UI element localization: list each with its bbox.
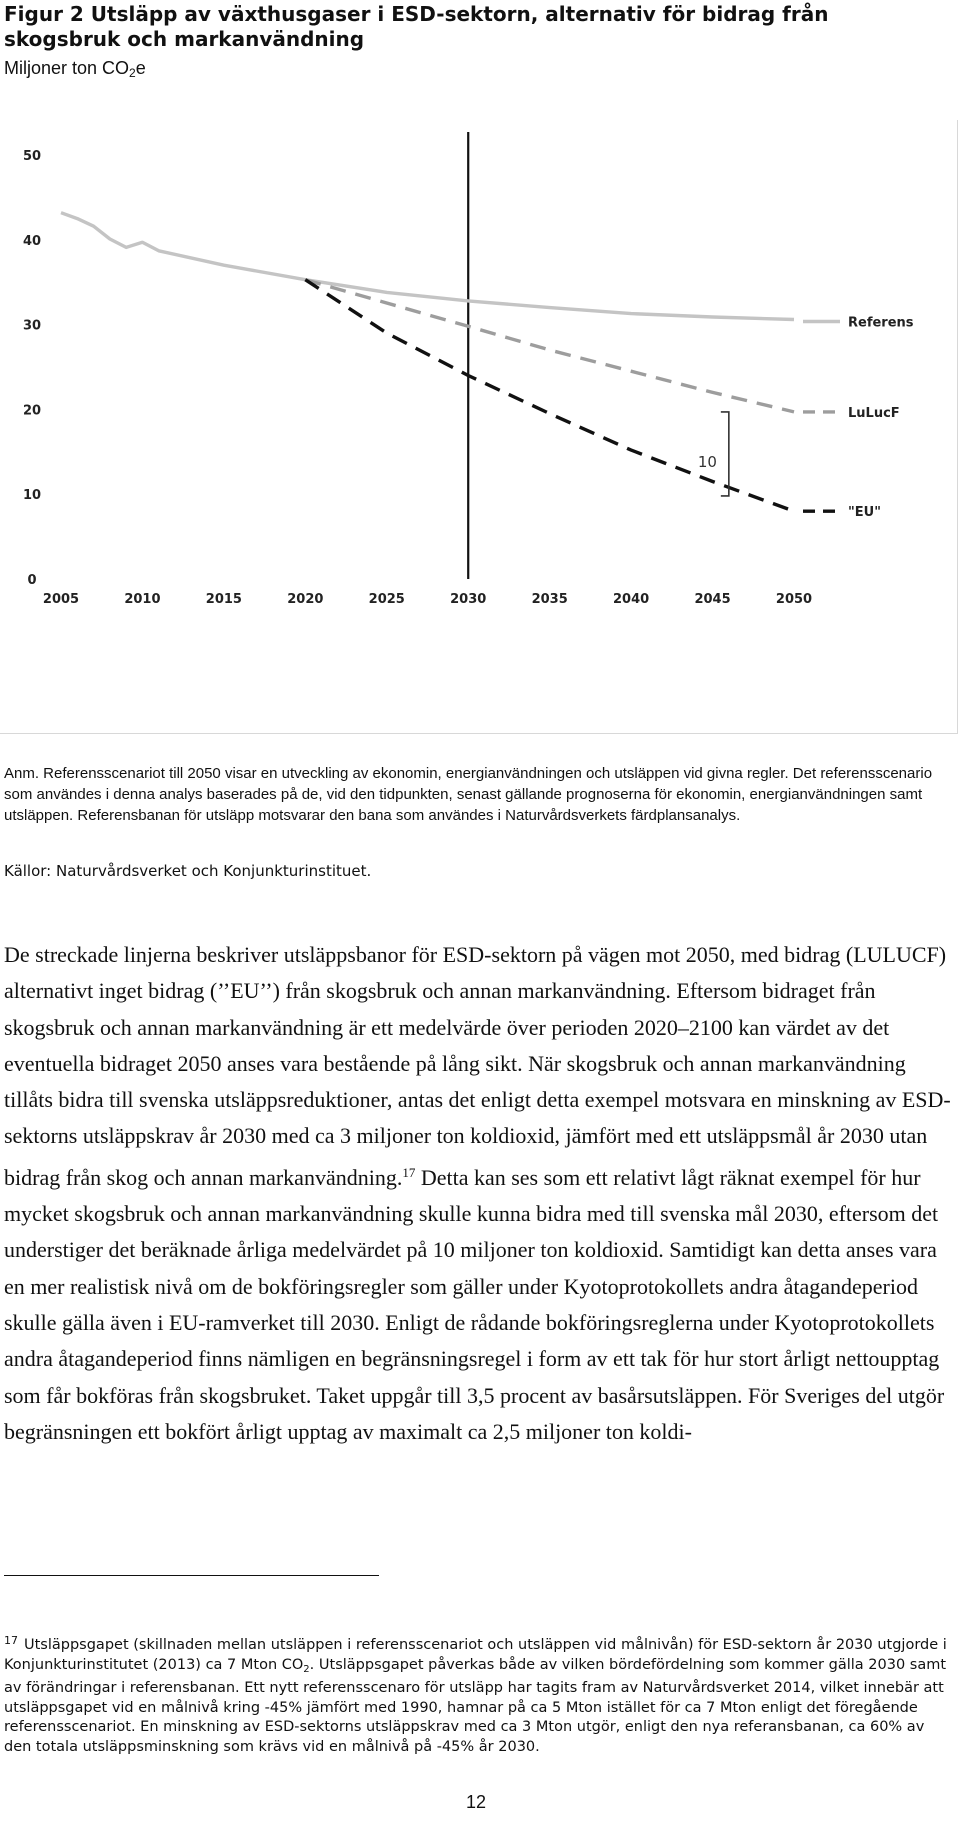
y-tick-label: 50	[22, 149, 42, 164]
x-tick-label: 2010	[124, 592, 161, 607]
annotation-label: 10	[697, 452, 717, 471]
emissions-chart	[0, 120, 958, 734]
y-tick-label: 20	[22, 403, 42, 419]
legend-label-1: LuLucF	[848, 405, 900, 421]
series-line-1	[305, 280, 794, 412]
x-tick-label: 2005	[42, 592, 80, 607]
unit-prefix: Miljoner ton CO	[4, 58, 130, 78]
x-tick-label: 2040	[613, 592, 650, 607]
y-tick-label: 0	[27, 573, 37, 588]
x-tick-label: 2015	[205, 592, 242, 607]
x-tick-label: 2050	[775, 592, 813, 607]
footnote	[4, 1631, 950, 1758]
x-tick-label: 2025	[368, 592, 405, 607]
footnote-text-part1: Utsläppsgapet (skillnaden mellan utsläppen i referensscenariot och utsläppen vid målnivån) för ESD-sektorn år 2030 utgjorde i Konjunkturinstitutet (2013) ca 7 Mton CO	[4, 1637, 947, 1673]
footnote-subscript: 2	[303, 1663, 310, 1675]
x-tick-label: 2035	[531, 592, 568, 607]
footnote-reference: 17	[402, 1164, 416, 1180]
footnote-text-part2: . Utsläppsgapet påverkas både av vilken bördefördelning som kommer gälla 2030 samt av förändringar i referensbanan. Ett nytt referensscenaro för utsläpp har tagits fram av Naturvårdsverket 2014, vilket innebär att utsläppsgapet vid en målnivå kring -45% jämfört med 1990, hamnar på ca 5 Mton istället för ca 7 Mton enligt det föregående referensscenariot. En minskning av ESD-sektorns utsläppskrav med ca 3 Mton utgör, enligt den nya referansbanan, ca 60% av den totala utsläppsminskning som krävs vid en målnivå på -45% år 2030.	[4, 1656, 947, 1755]
body-text-part1: De streckade linjerna beskriver utsläppsbanor för ESD-sektorn på vägen mot 2050, med bidrag (LULUCF) alternativt inget bidrag (’’EU’’) från skogsbruk och annan markanvändning. Eftersom bidraget från skogsbruk och annan markanvändning är ett medelvärde över perioden 2020–2100 kan värdet av det eventuella bidraget 2050 anses vara bestående på lång sikt. När skogsbruk och annan markanvändning tillåts bidra till svenska utsläppsreduktioner, antas det enligt detta exempel motsvara en minskning av ESD-sektorns utsläppskrav år 2030 med ca 3 miljoner ton koldioxid, jämfört med ett utsläppsmål år 2030 utan bidrag från skog och annan markanvändning.	[4, 942, 951, 1190]
chart-note: Anm. Referensscenariot till 2050 visar en utveckling av ekonomin, energianvändningen och utsläppen vid givna regler. Det referensscenario som användes i denna analys baserades på de, vid den tidpunkten, senast gällande prognoserna för ekonomin, energianvändningen samt utsläppen. Referensbanan för utsläpp motsvarar den bana som användes i Naturvårdsverkets färdplansanalys.	[4, 765, 933, 824]
footnote-number: 17	[4, 1634, 18, 1647]
chart-sources: Källor: Naturvårdsverket och Konjunkturinstituet.	[4, 862, 372, 880]
y-tick-label: 10	[22, 488, 42, 504]
body-paragraph	[4, 937, 954, 1450]
y-tick-label: 30	[22, 318, 42, 334]
unit-suffix: e	[135, 58, 146, 78]
legend-label-2: "EU"	[848, 505, 881, 521]
series-line-0	[61, 213, 794, 320]
y-tick-label: 40	[22, 233, 42, 249]
unit-subscript: 2	[129, 66, 136, 80]
x-tick-label: 2030	[450, 592, 487, 607]
footnote-divider	[4, 1575, 379, 1576]
body-text-part2: Detta kan ses som ett relativt lågt räknat exempel för hur mycket skogsbruk och annan markanvändning skulle kunna bidra med till svenska mål 2030, eftersom det understiger det beräknade årliga medelvärdet på 10 miljoner ton koldioxid. Samtidigt kan detta anses vara en mer realistisk nivå om de bokföringsregler som gäller under Kyotoprotokollets andra åtagandeperiod skulle gälla även i EU-ramverket till 2030. Enligt de rådande bokföringsreglerna under Kyotoprotokollets andra åtagandeperiod finns nämligen en begränsningsregel i form av ett tak för hur stort årligt nettoupptag som får bokföras från skogsbruket. Taket uppgår till 3,5 procent av basårsutsläppen. För Sveriges del utgör begränsningen ett bokfört årligt upptag av maximalt ca 2,5 miljoner ton koldi-	[4, 1164, 945, 1444]
figure-title: Figur 2 Utsläpp av växthusgaser i ESD-sektorn, alternativ för bidrag från skogsbruk och markanvändning	[4, 2, 829, 51]
figure-unit	[4, 58, 146, 80]
legend-label-0: Referens	[848, 315, 914, 331]
x-tick-label: 2045	[694, 592, 731, 607]
page-number: 12	[466, 1792, 487, 1812]
x-tick-label: 2020	[287, 592, 324, 607]
annotation-bracket	[721, 412, 729, 496]
